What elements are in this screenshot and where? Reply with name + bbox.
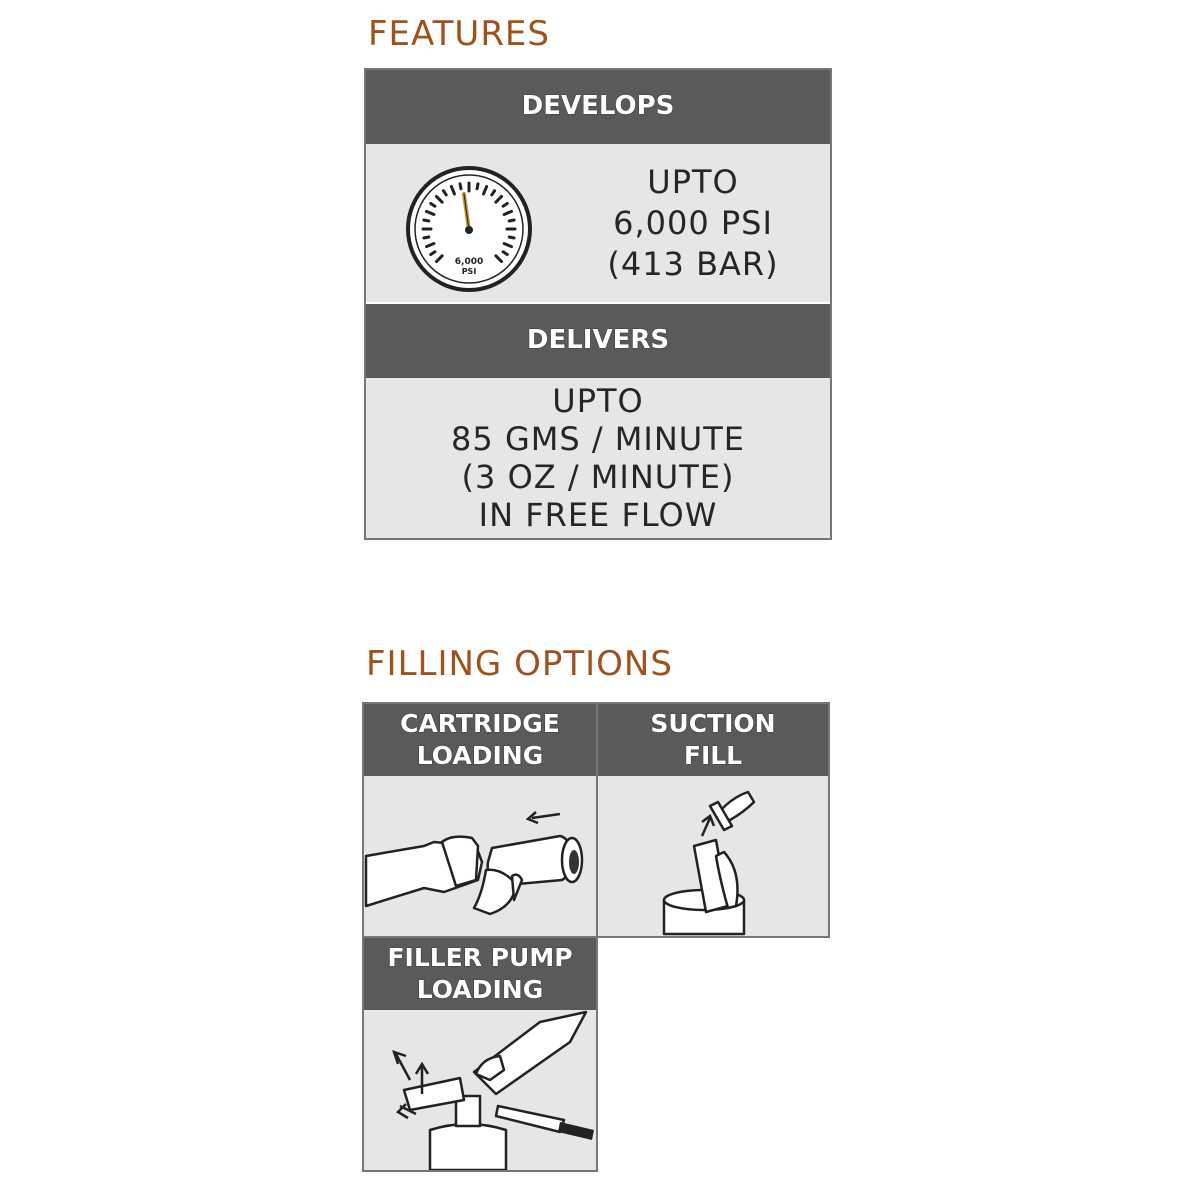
filler-pump-loading-illustration: [364, 1010, 596, 1170]
cartridge-loading-illustration: [364, 776, 596, 936]
delivers-line-3: (3 OZ / MINUTE): [461, 458, 735, 496]
gauge-tick: [460, 184, 461, 189]
develops-line-3: (413 BAR): [607, 244, 779, 283]
gauge-label-psi-unit: PSI: [461, 267, 477, 276]
cartridge-loading-header: [364, 704, 596, 776]
cartridge-line-1: CARTRIDGE: [400, 708, 560, 738]
suction-fill-icon: [598, 776, 828, 936]
pressure-gauge-icon: [404, 164, 534, 294]
suction-fill-illustration: [598, 776, 828, 936]
filler-pump-line-2: LOADING: [416, 975, 544, 1004]
develops-header: [366, 70, 830, 144]
delivers-line-2: 85 GMS / MINUTE: [451, 420, 745, 458]
suction-line-1: SUCTION: [650, 708, 776, 738]
develops-panel: [366, 144, 830, 302]
gauge-tick: [424, 237, 429, 238]
gauge-tick: [477, 184, 478, 189]
gauge-tick: [509, 220, 514, 221]
suction-line-2: FILL: [683, 741, 743, 770]
filler-pump-loading-icon: [364, 1010, 596, 1170]
filler-pump-line-1: FILLER PUMP: [387, 942, 573, 972]
filling-options-title: FILLING OPTIONS: [366, 644, 673, 684]
cartridge-loading-icon: [364, 776, 596, 936]
cartridge-line-2: LOADING: [416, 741, 544, 770]
develops-header-label: DEVELOPS: [521, 91, 675, 122]
develops-text: [588, 162, 798, 285]
features-title: FEATURES: [368, 14, 551, 54]
delivers-panel: [366, 378, 830, 538]
gauge-tick: [424, 220, 429, 221]
filler-pump-loading-header: [364, 938, 596, 1010]
delivers-line-1: UPTO: [552, 382, 644, 420]
gauge-label-psi-value: 6,000: [454, 257, 484, 267]
delivers-header-label: DELIVERS: [526, 325, 670, 356]
delivers-header: [366, 304, 830, 378]
develops-line-1: UPTO: [647, 163, 739, 201]
develops-line-2: 6,000 PSI: [613, 203, 773, 242]
delivers-line-4: IN FREE FLOW: [478, 496, 718, 534]
gauge-tick: [509, 237, 514, 238]
suction-fill-header: [598, 704, 828, 776]
